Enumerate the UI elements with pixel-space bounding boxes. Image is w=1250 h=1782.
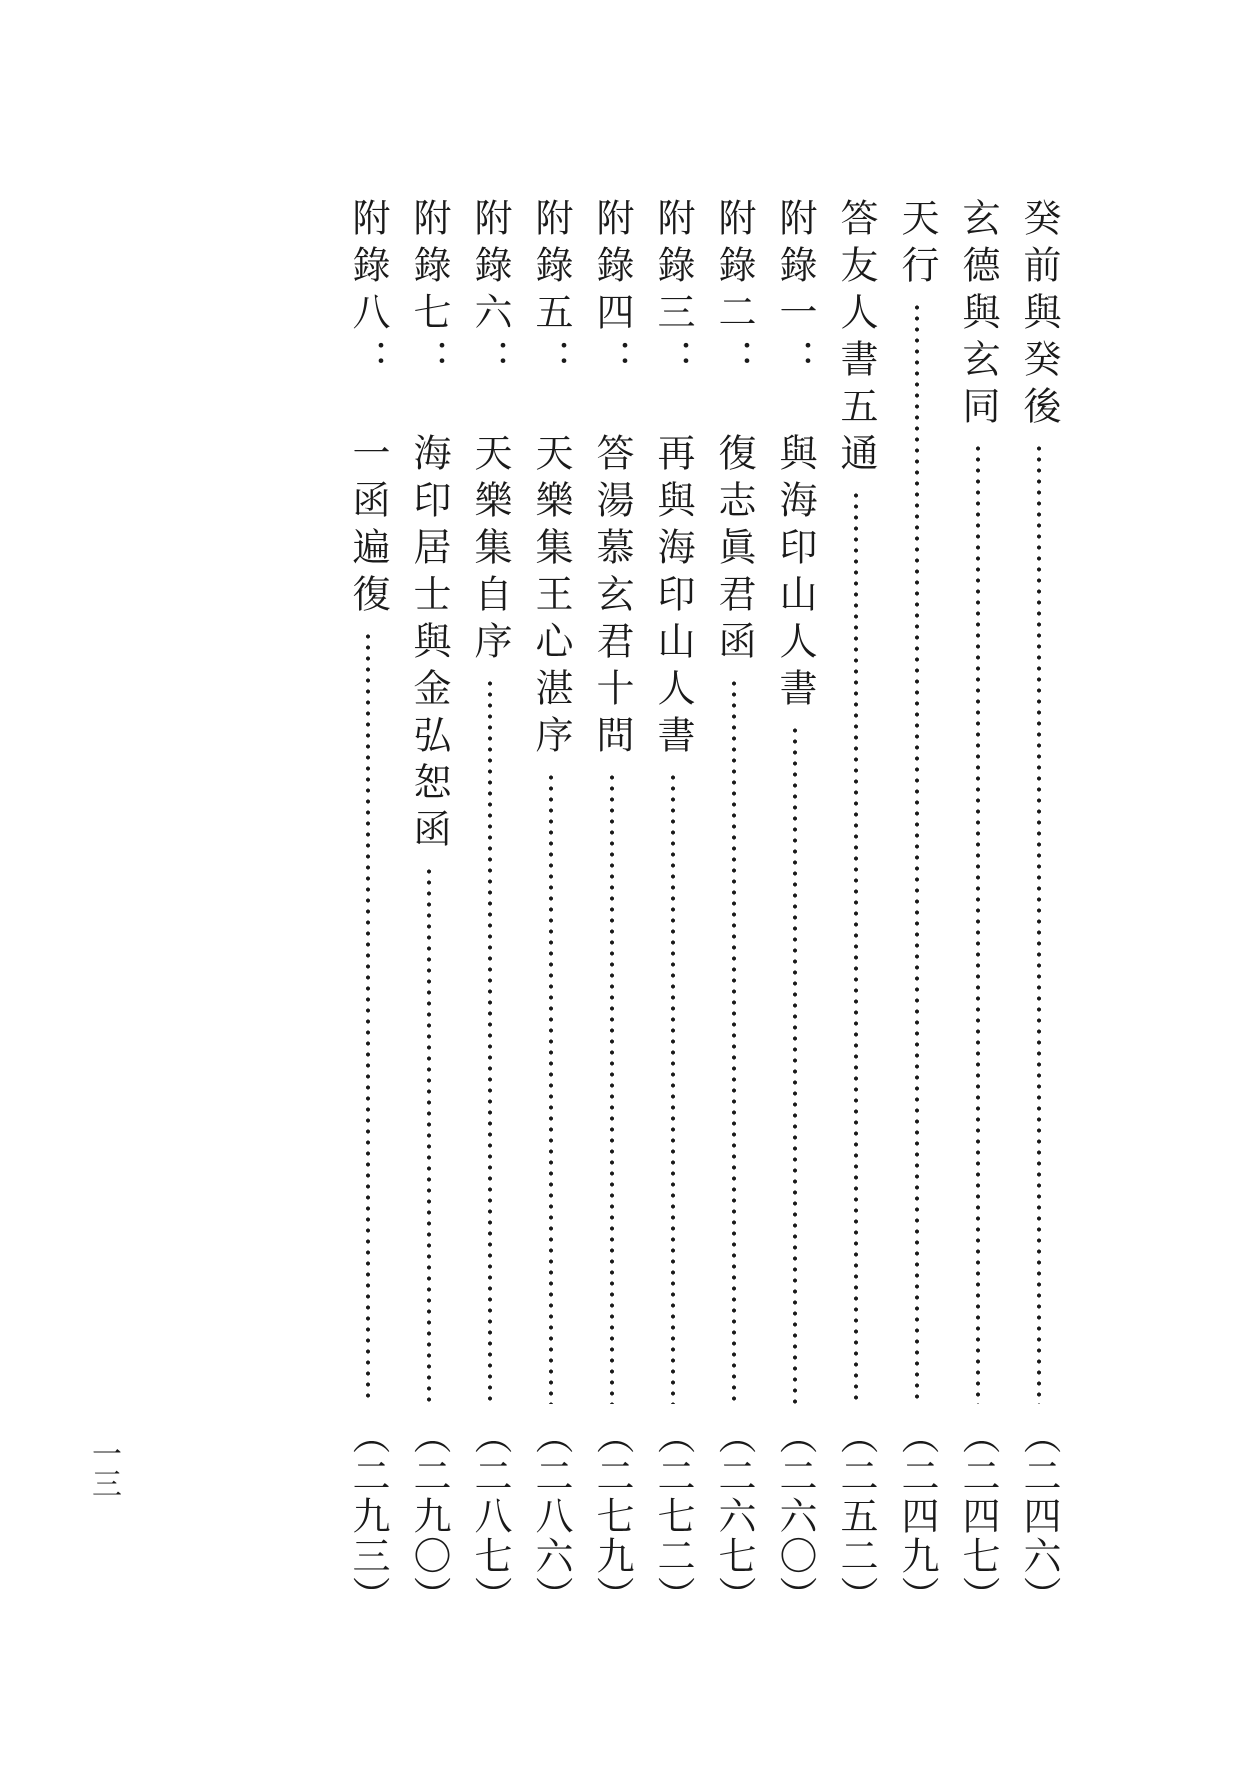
toc-entry-title: 附錄四： 答湯慕玄君十問 <box>590 198 634 762</box>
dot-leader <box>1037 443 1041 1404</box>
toc-entry-page: （二四七） <box>956 1416 1000 1616</box>
toc-entry-title: 玄德與玄同 <box>956 198 1000 433</box>
toc-entry-title: 附錄六： 天樂集自序 <box>468 198 512 668</box>
toc-entry-page: （二六〇） <box>773 1416 817 1616</box>
toc-entry <box>520 198 582 1616</box>
toc-entry-page: （二七九） <box>590 1416 634 1616</box>
toc-entry <box>703 198 765 1616</box>
toc-entry-title: 附錄一： 與海印山人書 <box>773 198 817 715</box>
dot-leader <box>366 631 370 1404</box>
toc-entry-page: （二五二） <box>834 1416 878 1616</box>
toc-entry <box>825 198 887 1616</box>
toc-entry-page: （二九三） <box>346 1416 390 1616</box>
dot-leader <box>488 678 492 1404</box>
toc-entry <box>947 198 1009 1616</box>
dot-leader <box>732 678 736 1404</box>
toc-entry-title: 附錄五： 天樂集王心湛序 <box>529 198 573 762</box>
table-of-contents <box>340 198 1070 1616</box>
dot-leader <box>549 772 553 1404</box>
toc-entry <box>581 198 643 1616</box>
toc-entry-page: （二七二） <box>651 1416 695 1616</box>
toc-entry-page: （二八七） <box>468 1416 512 1616</box>
dot-leader <box>427 866 431 1404</box>
toc-entry-title: 附錄八： 一函遍復 <box>346 198 390 621</box>
toc-entry-title: 附錄二： 復志眞君函 <box>712 198 756 668</box>
dot-leader <box>854 490 858 1404</box>
toc-entry <box>337 198 399 1616</box>
dot-leader <box>915 302 919 1404</box>
toc-entry-page: （二四六） <box>1017 1416 1061 1616</box>
dot-leader <box>610 772 614 1404</box>
toc-entry-title: 天行 <box>895 198 939 292</box>
toc-entry <box>886 198 948 1616</box>
toc-entry <box>398 198 460 1616</box>
dot-leader <box>793 725 797 1404</box>
toc-entry-page: （二八六） <box>529 1416 573 1616</box>
toc-entry <box>459 198 521 1616</box>
toc-entry-title: 附錄三： 再與海印山人書 <box>651 198 695 762</box>
toc-entry-title: 癸前與癸後 <box>1017 198 1061 433</box>
toc-entry <box>642 198 704 1616</box>
toc-entry-page: （二九〇） <box>407 1416 451 1616</box>
page-number: 一三 <box>86 1438 121 1498</box>
toc-entry-title: 附錄七： 海印居士與金弘恕函 <box>407 198 451 856</box>
toc-entry-page: （二四九） <box>895 1416 939 1616</box>
toc-entry-title: 答友人書五通 <box>834 198 878 480</box>
toc-entry <box>1008 198 1070 1616</box>
dot-leader <box>671 772 675 1404</box>
toc-entry-page: （二六七） <box>712 1416 756 1616</box>
dot-leader <box>976 443 980 1404</box>
toc-entry <box>764 198 826 1616</box>
